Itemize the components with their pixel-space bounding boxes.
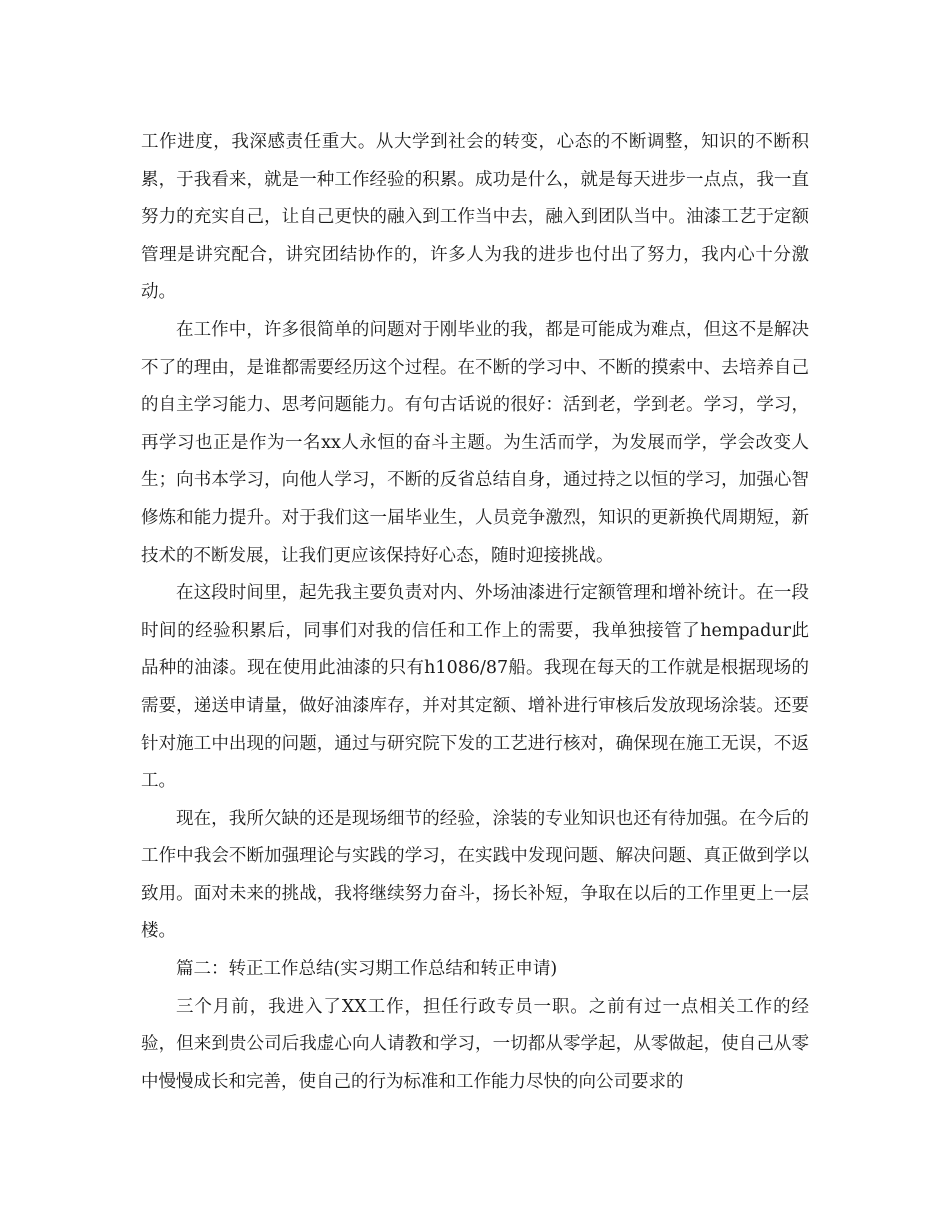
paragraph-learning: 在工作中，许多很简单的问题对于刚毕业的我，都是可能成为难点，但这不是解决不了的理由，是谁都需要经历这个过程。在不断的学习中、不断的摸索中、去培养自己的自主学习能力、思考问题能力。有句古话说的很好：活到老，学到老。学习，学习，再学习也正是作为一名xx人永恒的奋斗主题。为生活而学，为发展而学，学会改变人生；向书本学习，向他人学习，不断的反省总结自身，通过持之以恒的学习，加强心智修炼和能力提升。对于我们这一届毕业生，人员竞争激烈，知识的更新换代周期短，新技术的不断发展，让我们更应该保持好心态，随时迎接挑战。 bbox=[141, 319, 809, 566]
section-heading: 篇二：转正工作总结(实习期工作总结和转正申请) bbox=[176, 959, 558, 980]
paragraph-shortcomings: 现在，我所欠缺的还是现场细节的经验，涂装的专业知识也还有待加强。在今后的工作中我会不断加强理论与实践的学习，在实践中发现问题、解决问题、真正做到学以致用。面对未来的挑战，我将继续努力奋斗，扬长补短，争取在以后的工作里更上一层楼。 bbox=[141, 808, 809, 942]
paragraph-section-two-intro: 三个月前，我进入了XX工作，担任行政专员一职。之前有过一点相关工作的经验，但来到贵公司后我虚心向人请教和学习，一切都从零学起，从零做起，使自己从零中慢慢成长和完善，使自己的行为标准和工作能力尽快的向公司要求的 bbox=[141, 996, 809, 1092]
document-body bbox=[141, 124, 809, 1101]
paragraph-continued: 工作进度，我深感责任重大。从大学到社会的转变，心态的不断调整，知识的不断积累，于我看来，就是一种工作经验的积累。成功是什么，就是每天进步一点点，我一直努力的充实自己，让自己更快的融入到工作当中去，融入到团队当中。油漆工艺于定额管理是讲究配合，讲究团结协作的，许多人为我的进步也付出了努力，我内心十分激动。 bbox=[141, 132, 809, 303]
paragraph-work-duties: 在这段时间里，起先我主要负责对内、外场油漆进行定额管理和增补统计。在一段时间的经验积累后，同事们对我的信任和工作上的需要，我单独接管了hempadur此品种的油漆。现在使用此油漆的只有h1086/87船。我现在每天的工作就是根据现场的需要，递送申请量，做好油漆库存，并对其定额、增补进行审核后发放现场涂装。还要针对施工中出现的问题，通过与研究院下发的工艺进行核对，确保现在施工无误，不返工。 bbox=[141, 583, 809, 792]
